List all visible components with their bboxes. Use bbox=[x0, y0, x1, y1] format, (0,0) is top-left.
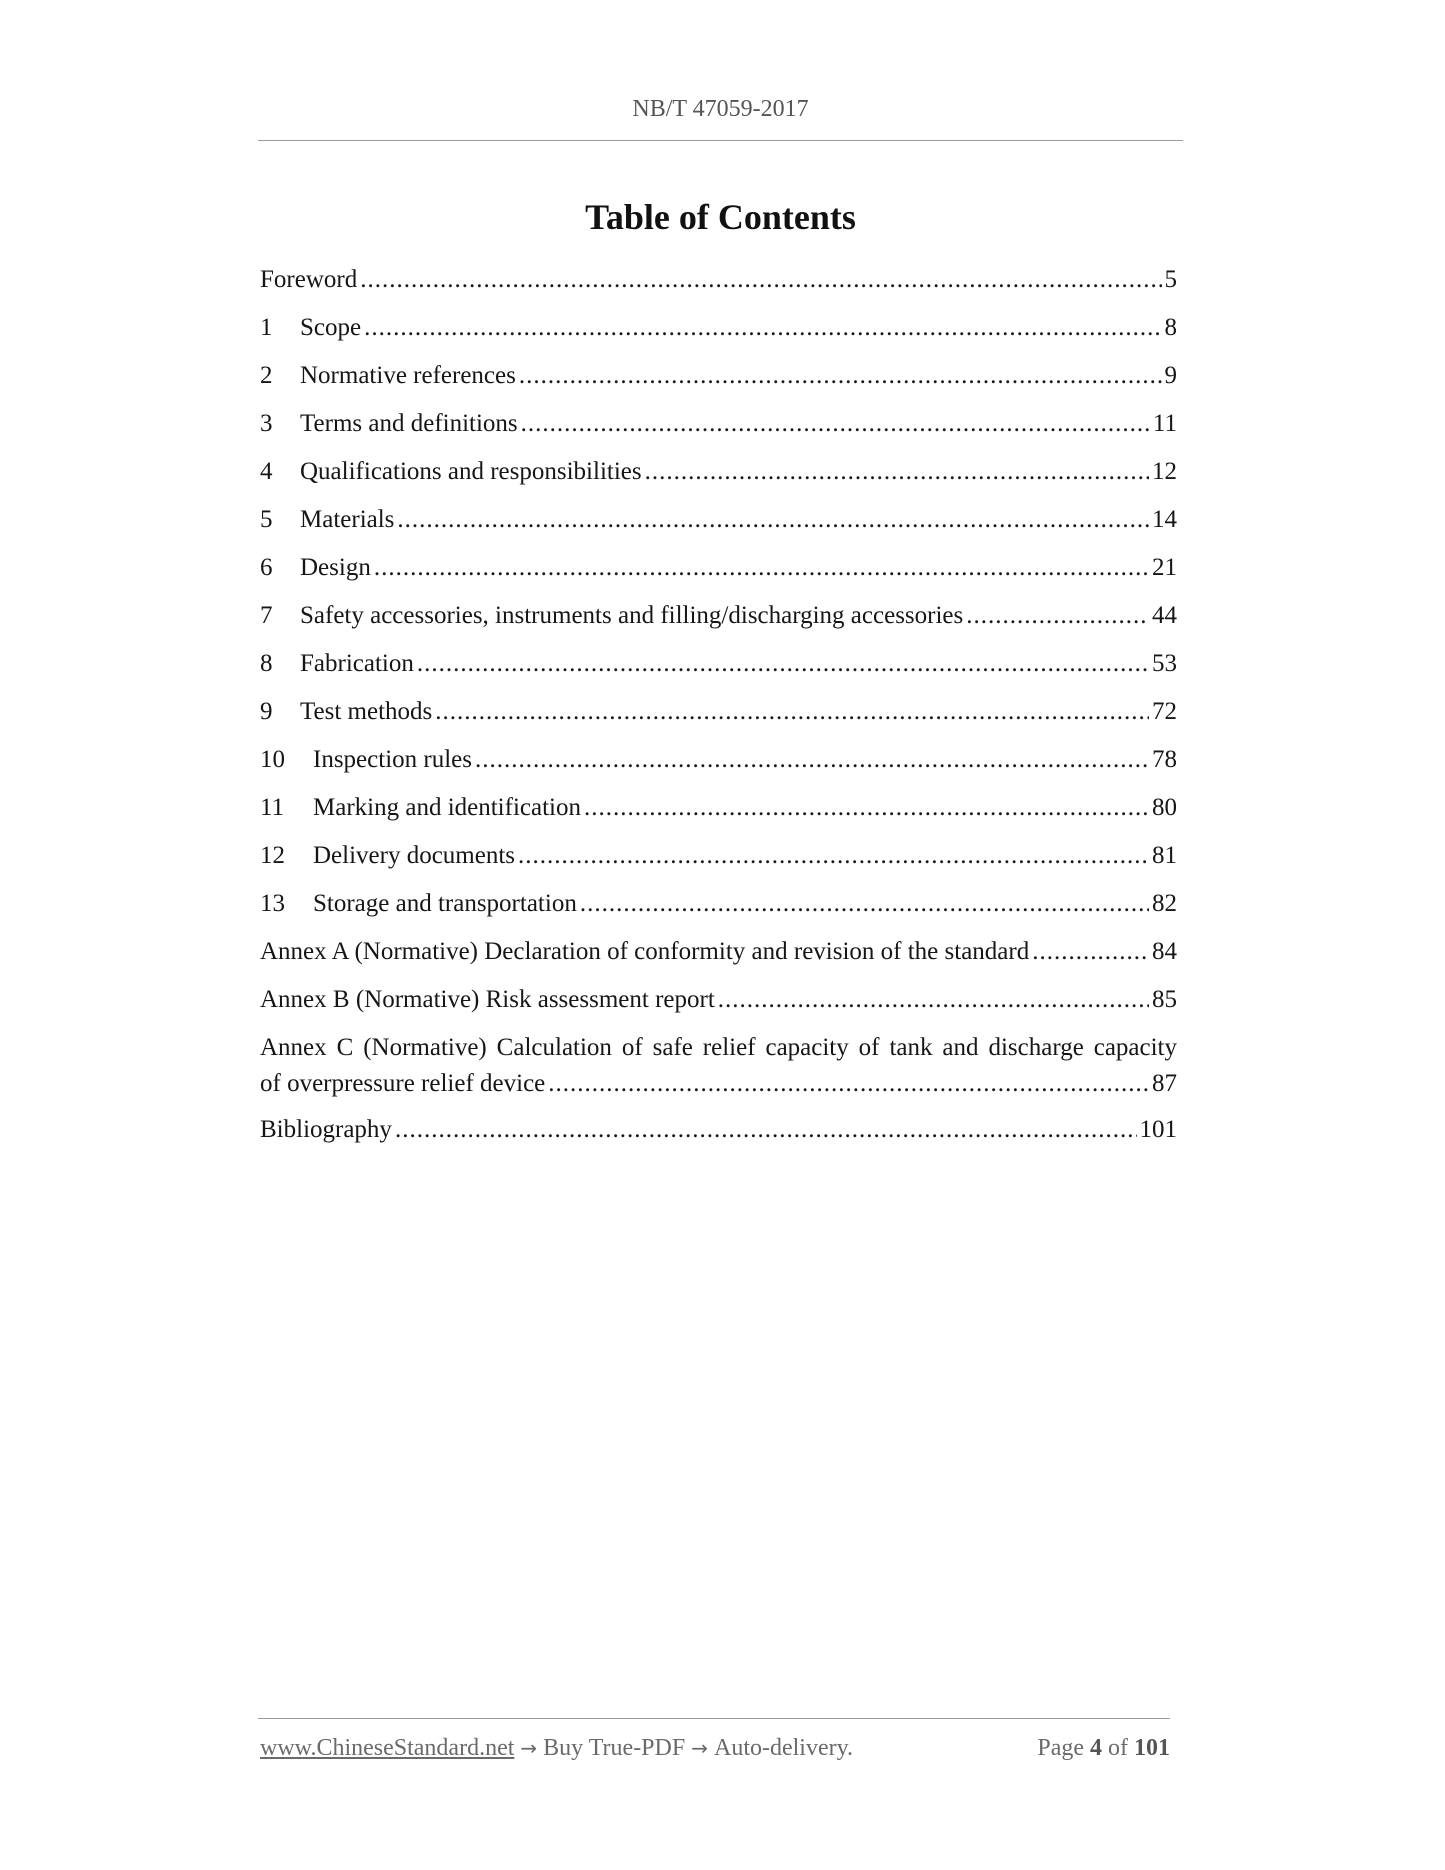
toc-page-number: 44 bbox=[1152, 602, 1177, 629]
dot-leader bbox=[645, 454, 1149, 490]
footer-purchase-line bbox=[260, 1735, 853, 1762]
toc-page-number: 21 bbox=[1152, 554, 1177, 581]
toc-page-number: 81 bbox=[1152, 842, 1177, 869]
toc-entry-bibliography[interactable] bbox=[260, 1112, 1177, 1160]
toc-number: 8 bbox=[260, 650, 273, 677]
site-link[interactable]: www.ChineseStandard.net bbox=[260, 1735, 515, 1761]
toc-label: Inspection rules bbox=[313, 746, 472, 773]
toc-label: Design bbox=[300, 554, 371, 581]
toc-label: Test methods bbox=[300, 698, 433, 725]
current-page-number: 4 bbox=[1090, 1735, 1102, 1761]
toc-entry-12[interactable] bbox=[260, 838, 1177, 886]
table-of-contents bbox=[260, 262, 1177, 1160]
dot-leader bbox=[395, 1112, 1137, 1148]
dot-leader bbox=[966, 598, 1149, 634]
toc-number: 12 bbox=[260, 842, 285, 869]
dot-leader bbox=[435, 694, 1149, 730]
toc-label: Storage and transportation bbox=[313, 890, 577, 917]
toc-entry-13[interactable] bbox=[260, 886, 1177, 934]
toc-entry-6[interactable] bbox=[260, 550, 1177, 598]
toc-entry-3[interactable] bbox=[260, 406, 1177, 454]
page-title: Table of Contents bbox=[585, 197, 856, 237]
toc-label: Scope bbox=[300, 314, 362, 341]
toc-page-number: 82 bbox=[1152, 890, 1177, 917]
page-footer bbox=[260, 1735, 1170, 1762]
toc-label-continuation: of overpressure relief device bbox=[260, 1070, 546, 1097]
dot-leader bbox=[360, 262, 1161, 298]
toc-entry-foreword[interactable] bbox=[260, 262, 1177, 310]
dot-leader bbox=[475, 742, 1149, 778]
toc-entry-1[interactable] bbox=[260, 310, 1177, 358]
toc-label: Annex A (Normative) Declaration of conformity and revision of the standard bbox=[260, 938, 1030, 965]
dot-leader bbox=[584, 790, 1149, 826]
dot-leader bbox=[417, 646, 1149, 682]
toc-label: Qualifications and responsibilities bbox=[300, 458, 642, 485]
toc-number: 13 bbox=[260, 890, 285, 917]
header-divider bbox=[258, 140, 1183, 141]
toc-label: Annex C (Normative) Calculation of safe relief capacity of tank and discharge capacity bbox=[260, 1034, 1177, 1061]
page-of-word: of bbox=[1108, 1735, 1128, 1761]
dot-leader bbox=[518, 838, 1149, 874]
dot-leader bbox=[1032, 934, 1149, 970]
toc-number: 10 bbox=[260, 746, 285, 773]
toc-label: Marking and identification bbox=[313, 794, 581, 821]
toc-number: 9 bbox=[260, 698, 273, 725]
total-page-count: 101 bbox=[1134, 1735, 1170, 1761]
toc-page-number: 87 bbox=[1152, 1070, 1177, 1097]
dot-leader bbox=[580, 886, 1149, 922]
toc-page-number: 101 bbox=[1139, 1116, 1177, 1143]
dot-leader bbox=[519, 358, 1162, 394]
toc-entry-annex-a[interactable] bbox=[260, 934, 1177, 982]
arrow-right-icon: → bbox=[520, 1736, 538, 1760]
toc-entry-8[interactable] bbox=[260, 646, 1177, 694]
toc-label: Normative references bbox=[300, 362, 516, 389]
toc-label: Delivery documents bbox=[313, 842, 516, 869]
toc-label: Safety accessories, instruments and filling/discharging accessories bbox=[300, 602, 964, 629]
dot-leader bbox=[521, 406, 1150, 442]
toc-entry-9[interactable] bbox=[260, 694, 1177, 742]
toc-page-number: 9 bbox=[1164, 362, 1177, 389]
toc-label: Foreword bbox=[260, 266, 358, 293]
toc-label-continuation-row bbox=[260, 1066, 1177, 1102]
toc-label: Annex B (Normative) Risk assessment report bbox=[260, 986, 715, 1013]
toc-entry-10[interactable] bbox=[260, 742, 1177, 790]
toc-number: 6 bbox=[260, 554, 273, 581]
toc-entry-2[interactable] bbox=[260, 358, 1177, 406]
toc-entry-4[interactable] bbox=[260, 454, 1177, 502]
document-code: NB/T 47059-2017 bbox=[632, 96, 809, 122]
toc-entry-5[interactable] bbox=[260, 502, 1177, 550]
dot-leader bbox=[374, 550, 1149, 586]
toc-number: 5 bbox=[260, 506, 273, 533]
footer-divider bbox=[258, 1718, 1170, 1719]
toc-entry-7[interactable] bbox=[260, 598, 1177, 646]
toc-page-number: 53 bbox=[1152, 650, 1177, 677]
toc-page-number: 11 bbox=[1152, 410, 1177, 437]
toc-page-number: 78 bbox=[1152, 746, 1177, 773]
footer-step-buy: Buy True-PDF bbox=[543, 1735, 686, 1761]
toc-label: Bibliography bbox=[260, 1116, 392, 1143]
toc-page-number: 72 bbox=[1152, 698, 1177, 725]
toc-number: 3 bbox=[260, 410, 273, 437]
toc-page-number: 14 bbox=[1152, 506, 1177, 533]
toc-label: Materials bbox=[300, 506, 395, 533]
toc-label: Terms and definitions bbox=[300, 410, 518, 437]
dot-leader bbox=[548, 1066, 1149, 1102]
page-indicator bbox=[1037, 1735, 1170, 1762]
toc-entry-11[interactable] bbox=[260, 790, 1177, 838]
toc-entry-annex-c[interactable] bbox=[260, 1030, 1177, 1112]
toc-label: Fabrication bbox=[300, 650, 414, 677]
dot-leader bbox=[397, 502, 1149, 538]
toc-page-number: 5 bbox=[1164, 266, 1177, 293]
toc-number: 7 bbox=[260, 602, 273, 629]
toc-number: 1 bbox=[260, 314, 273, 341]
dot-leader bbox=[364, 310, 1161, 346]
arrow-right-icon: → bbox=[691, 1736, 708, 1760]
page-word: Page bbox=[1037, 1735, 1084, 1761]
toc-page-number: 12 bbox=[1152, 458, 1177, 485]
toc-page-number: 84 bbox=[1152, 938, 1177, 965]
toc-number: 2 bbox=[260, 362, 273, 389]
toc-entry-annex-b[interactable] bbox=[260, 982, 1177, 1030]
toc-page-number: 85 bbox=[1152, 986, 1177, 1013]
toc-number: 11 bbox=[260, 794, 285, 821]
dot-leader bbox=[718, 982, 1149, 1018]
toc-number: 4 bbox=[260, 458, 273, 485]
footer-step-delivery: Auto-delivery. bbox=[713, 1735, 854, 1761]
toc-page-number: 8 bbox=[1164, 314, 1177, 341]
toc-page-number: 80 bbox=[1152, 794, 1177, 821]
